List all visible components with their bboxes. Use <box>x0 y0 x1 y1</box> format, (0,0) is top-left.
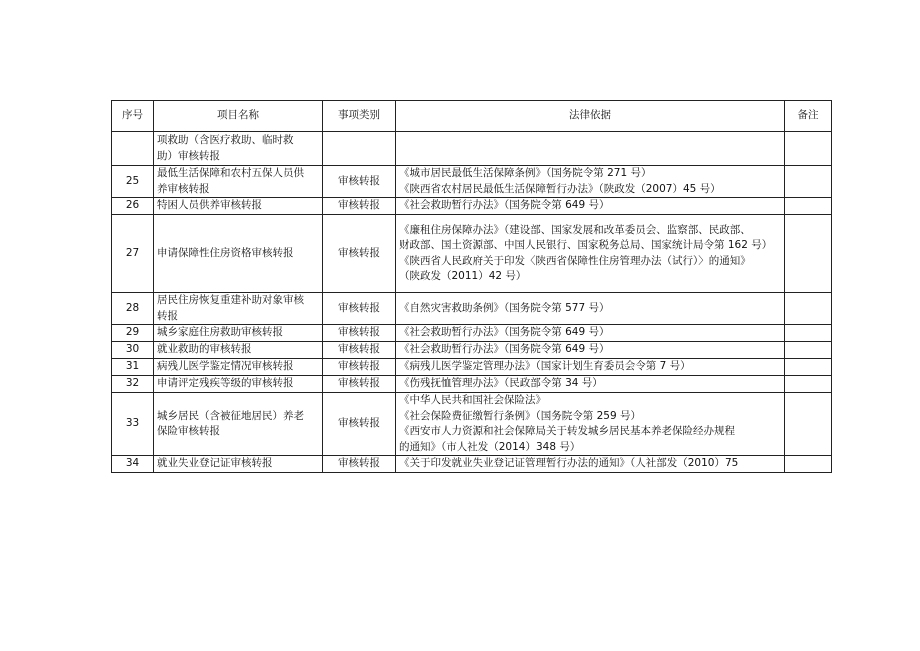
remark <box>785 342 832 359</box>
item-category: 审核转报 <box>323 166 396 198</box>
legal-basis-line: 《中华人民共和国社会保险法》 <box>399 394 546 406</box>
table-body <box>112 132 832 473</box>
legal-basis-line: 《社会救助暂行办法》（国务院令第 649 号） <box>399 199 610 212</box>
item-category: 审核转报 <box>323 359 396 376</box>
item-category: 审核转报 <box>323 215 396 293</box>
item-name-line: 助）审核转报 <box>157 149 220 162</box>
legal-basis-line: 《病残儿医学鉴定管理办法》（国家计划生育委员会令第 7 号） <box>399 360 691 373</box>
table-row <box>112 393 832 456</box>
item-name-line: 城乡居民（含被征地居民）养老 <box>157 409 304 422</box>
legal-basis <box>396 393 785 456</box>
remark <box>785 376 832 393</box>
table-row <box>112 376 832 393</box>
header-cell-note: 备注 <box>785 101 832 132</box>
table-row <box>112 342 832 359</box>
row-number: 26 <box>112 198 154 215</box>
item-name-line: 保险审核转报 <box>157 425 220 437</box>
legal-basis <box>396 198 785 215</box>
item-category: 审核转报 <box>323 342 396 359</box>
legal-basis-line: （陕政发（2011）42 号） <box>399 270 527 282</box>
item-name-line: 申请保障性住房资格审核转报 <box>157 246 294 259</box>
table-row <box>112 456 832 473</box>
item-name <box>154 359 323 376</box>
item-name-line: 城乡家庭住房救助审核转报 <box>157 326 283 339</box>
remark <box>785 456 832 473</box>
row-number: 27 <box>112 215 154 293</box>
item-name-line: 最低生活保障和农村五保人员供 <box>157 167 304 179</box>
remark <box>785 359 832 376</box>
legal-basis <box>396 215 785 293</box>
legal-basis-line: 《社会救助暂行办法》（国务院令第 649 号） <box>399 326 610 339</box>
remark <box>785 393 832 456</box>
legal-basis-line: 财政部、国土资源部、中国人民银行、国家税务总局、国家统计局令第 162 号） <box>399 239 773 251</box>
legal-basis-line: 《城市居民最低生活保障条例》（国务院令第 271 号） <box>399 167 652 179</box>
remark <box>785 325 832 342</box>
item-name-line: 申请评定残疾等级的审核转报 <box>157 377 294 390</box>
legal-basis <box>396 325 785 342</box>
remark <box>785 293 832 325</box>
table-row <box>112 198 832 215</box>
table-row <box>112 359 832 376</box>
item-name <box>154 376 323 393</box>
legal-basis-line: 《关于印发就业失业登记证管理暂行办法的通知》（人社部发（2010）75 <box>399 457 739 470</box>
row-number: 34 <box>112 456 154 473</box>
item-name-line: 居民住房恢复重建补助对象审核 <box>157 294 304 306</box>
legal-basis <box>396 293 785 325</box>
legal-basis-line: 的通知》（市人社发（2014）348 号） <box>399 440 581 453</box>
remark <box>785 166 832 198</box>
remark <box>785 215 832 293</box>
table-row <box>112 166 832 198</box>
item-name <box>154 393 323 456</box>
legal-basis-line: 《西安市人力资源和社会保障局关于转发城乡居民基本养老保险经办规程 <box>399 425 735 437</box>
item-category: 审核转报 <box>323 456 396 473</box>
header-cell-law: 法律依据 <box>396 101 785 132</box>
legal-basis <box>396 132 785 166</box>
legal-basis <box>396 456 785 473</box>
item-name-line: 就业失业登记证审核转报 <box>157 457 273 470</box>
item-name-line: 就业救助的审核转报 <box>157 343 252 356</box>
item-category: 审核转报 <box>323 198 396 215</box>
header-cell-type: 事项类别 <box>323 101 396 132</box>
row-number <box>112 132 154 166</box>
item-name <box>154 198 323 215</box>
remark <box>785 132 832 166</box>
item-name-line: 转报 <box>157 309 178 322</box>
row-number: 25 <box>112 166 154 198</box>
legal-basis-line: 《自然灾害救助条例》（国务院令第 577 号） <box>399 301 610 314</box>
legal-basis-line: 《社会救助暂行办法》（国务院令第 649 号） <box>399 343 610 356</box>
legal-basis <box>396 359 785 376</box>
header-cell-name: 项目名称 <box>154 101 323 132</box>
table-row <box>112 293 832 325</box>
table-row <box>112 325 832 342</box>
legal-basis-line: 《社会保险费征缴暂行条例》（国务院令第 259 号） <box>399 409 641 422</box>
legal-basis <box>396 376 785 393</box>
item-category: 审核转报 <box>323 376 396 393</box>
item-name <box>154 293 323 325</box>
item-name <box>154 456 323 473</box>
item-category: 审核转报 <box>323 293 396 325</box>
legal-basis-line: 《陕西省农村居民最低生活保障暂行办法》（陕政发（2007）45 号） <box>399 182 721 195</box>
row-number: 28 <box>112 293 154 325</box>
item-name-line: 特困人员供养审核转报 <box>157 199 262 212</box>
row-number: 31 <box>112 359 154 376</box>
item-name <box>154 342 323 359</box>
item-name-line: 项救助（含医疗救助、临时救 <box>157 134 294 146</box>
legal-basis <box>396 342 785 359</box>
item-category: 审核转报 <box>323 325 396 342</box>
table-row <box>112 132 832 166</box>
item-category: 审核转报 <box>323 393 396 456</box>
legal-basis <box>396 166 785 198</box>
row-number: 29 <box>112 325 154 342</box>
item-name <box>154 215 323 293</box>
legal-basis-line: 《伤残抚恤管理办法》（民政部令第 34 号） <box>399 377 603 390</box>
row-number: 32 <box>112 376 154 393</box>
row-number: 33 <box>112 393 154 456</box>
remark <box>785 198 832 215</box>
header-row <box>112 101 832 132</box>
item-category <box>323 132 396 166</box>
table-row <box>112 215 832 293</box>
item-name <box>154 132 323 166</box>
legal-basis-line: 《廉租住房保障办法》（建设部、国家发展和改革委员会、监察部、民政部、 <box>399 223 751 236</box>
item-name-line: 养审核转报 <box>157 182 210 195</box>
item-name-line: 病残儿医学鉴定情况审核转报 <box>157 360 294 373</box>
header-cell-no: 序号 <box>112 101 154 132</box>
item-name <box>154 166 323 198</box>
legal-basis-line: 《陕西省人民政府关于印发〈陕西省保障性住房管理办法（试行）〉的通知》 <box>399 254 751 267</box>
item-name <box>154 325 323 342</box>
row-number: 30 <box>112 342 154 359</box>
law-basis-table <box>111 100 832 473</box>
